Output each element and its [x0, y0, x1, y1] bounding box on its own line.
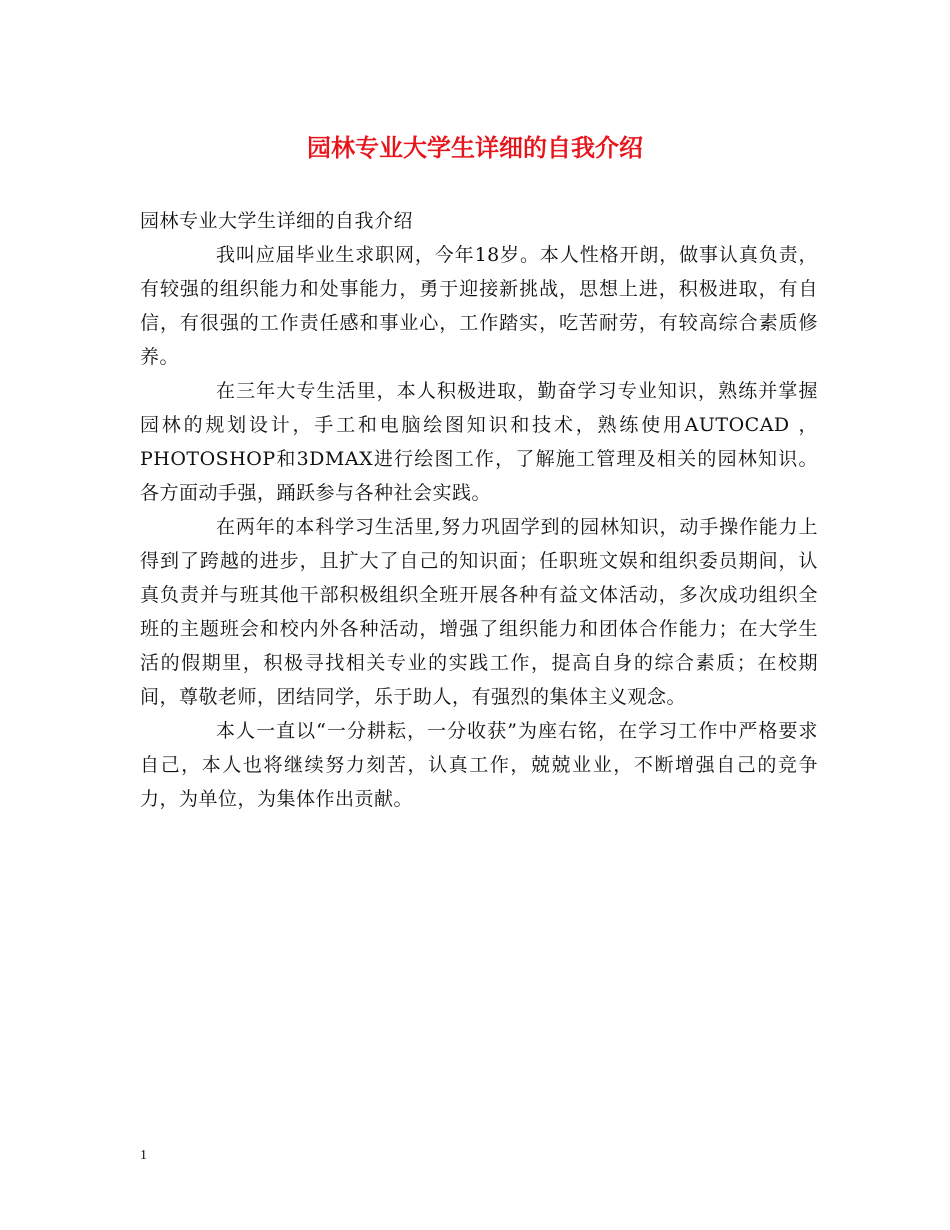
document-subtitle: 园林专业大学生详细的自我介绍 [140, 210, 414, 232]
paragraph-4: 本人一直以“一分耕耘，一分收获”为座右铭，在学习工作中严格要求自己，本人也将继续努力刻苦，认真工作，兢兢业业，不断增强自己的竞争力，为单位，为集体作出贡献。 [140, 720, 818, 810]
paragraph-3: 在两年的本科学习生活里,努力巩固学到的园林知识，动手操作能力上得到了跨越的进步，且扩大了自己的知识面；任职班文娱和组织委员期间，认真负责并与班其他干部积极组织全班开展各种有益文体活动，多次成功组织全班的主题班会和校内外各种活动，增强了组织能力和团体合作能力；在大学生活的假期里，积极寻找相关专业的实践工作，提高自身的综合素质；在校期间，尊敬老师，团结同学，乐于助人，有强烈的集体主义观念。 [140, 516, 818, 708]
document-title: 园林专业大学生详细的自我介绍 [307, 133, 643, 162]
paragraph-1: 我叫应届毕业生求职网，今年18岁。本人性格开朗，做事认真负责，有较强的组织能力和处事能力，勇于迎接新挑战，思想上进，积极进取，有自信，有很强的工作责任感和事业心，工作踏实，吃苦耐劳，有较高综合素质修养。 [140, 244, 818, 368]
paragraph-2: 在三年大专生活里，本人积极进取，勤奋学习专业知识，熟练并掌握园林的规划设计，手工和电脑绘图知识和技术，熟练使用AUTOCAD ，PHOTOSHOP和3DMAX进行绘图工作，了解施工管理及相关的园林知识。各方面动手强，踊跃参与各种社会实践。 [140, 380, 818, 504]
document-body [140, 204, 818, 816]
page-number: 1 [140, 1148, 147, 1163]
